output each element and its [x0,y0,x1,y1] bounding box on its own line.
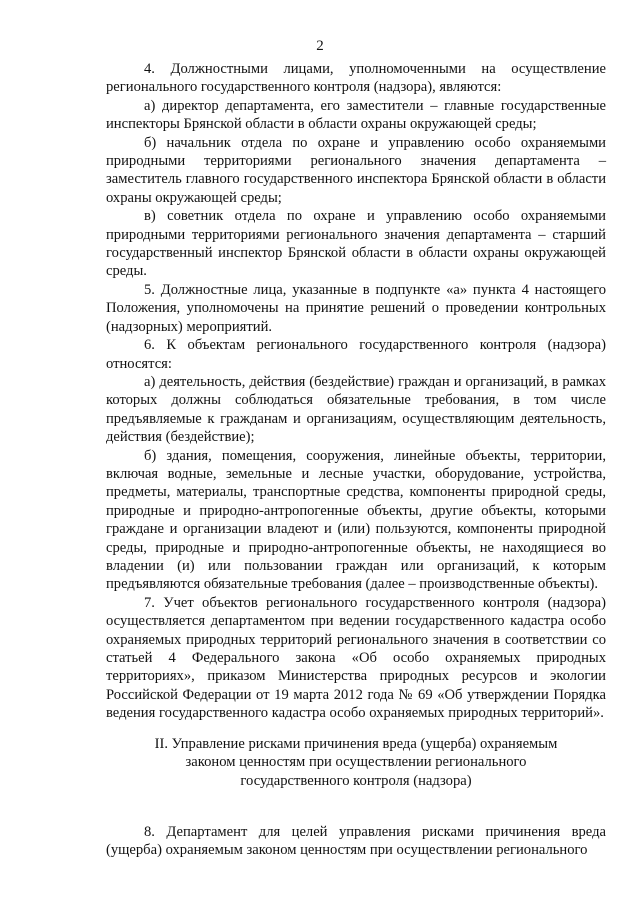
paragraph-item-4c: в) советник отдела по охране и управлению особо охраняемыми природными территориями регионального значения департамента – старший государственный инспектор Брянской области в области охраны окружающей среды. [106,208,606,280]
section-heading-line: государственного контроля (надзора) [240,772,472,789]
paragraph-item-6a: а) деятельность, действия (бездействие) граждан и организаций, в рамках которых должны соблюдаться обязательные требования, в том числе предъявляемые к гражданам и организациям, осуществляющим деятельность, действия (бездействие); [106,373,606,446]
closing-body [106,823,606,860]
paragraph-item-5: 5. Должностные лица, указанные в подпункте «а» пункта 4 настоящего Положения, уполномочены на принятие решений о проведении контрольных (надзорных) мероприятий. [106,281,606,335]
paragraph-item-4a: а) директор департамента, его заместители – главные государственные инспекторы Брянской области в области охраны окружающей среды; [106,97,606,133]
paragraph-item-4: 4. Должностными лицами, уполномоченными на осуществление регионального государственного контроля (надзора), являются: [106,61,606,96]
page-number: 2 [316,38,324,54]
paragraph-item-8: 8. Департамент для целей управления рисками причинения вреда (ущерба) охраняемым законом ценностям при осуществлении регионального [106,824,606,859]
section-heading [106,735,606,790]
paragraph-item-6: 6. К объектам регионального государственного контроля (надзора) относятся: [106,337,606,372]
document-body [106,60,606,723]
section-heading-line: II. Управление рисками причинения вреда (ущерба) охраняемым [154,736,558,752]
paragraph-item-6b: б) здания, помещения, сооружения, линейные объекты, территории, включая водные, земельные и лесные участки, оборудование, устройства, предметы, материалы, транспортные средства, компоненты природной среды, природные и природно-антропогенные объекты, другие объекты, которыми граждане и организации владеют и (или) пользуются, компоненты природной среды, природные и природно-антропогенные объекты, не находящиеся во владении (и) или пользовании граждан или организаций, к которым предъявляются обязательные требования (далее – производственные объекты). [106,447,606,593]
paragraph-item-7: 7. Учет объектов регионального государственного контроля (надзора) осуществляется департаментом при ведении государственного кадастра особо охраняемых природных территорий регионального значения в соответствии со статьей 4 Федерального закона «Об особо охраняемых природных территориях», приказом Министерства природных ресурсов и экологии Российской Федерации от 19 марта 2012 года № 69 «Об утверждении Порядка ведения государственного кадастра особо охраняемых природных территорий». [106,594,606,722]
paragraph-item-4b: б) начальник отдела по охране и управлению особо охраняемыми природными территориями регионального значения департамента – заместитель главного государственного инспектора Брянской области в области охраны окружающей среды; [106,134,606,206]
section-heading-line: законом ценностям при осуществлении регионального [185,754,527,771]
